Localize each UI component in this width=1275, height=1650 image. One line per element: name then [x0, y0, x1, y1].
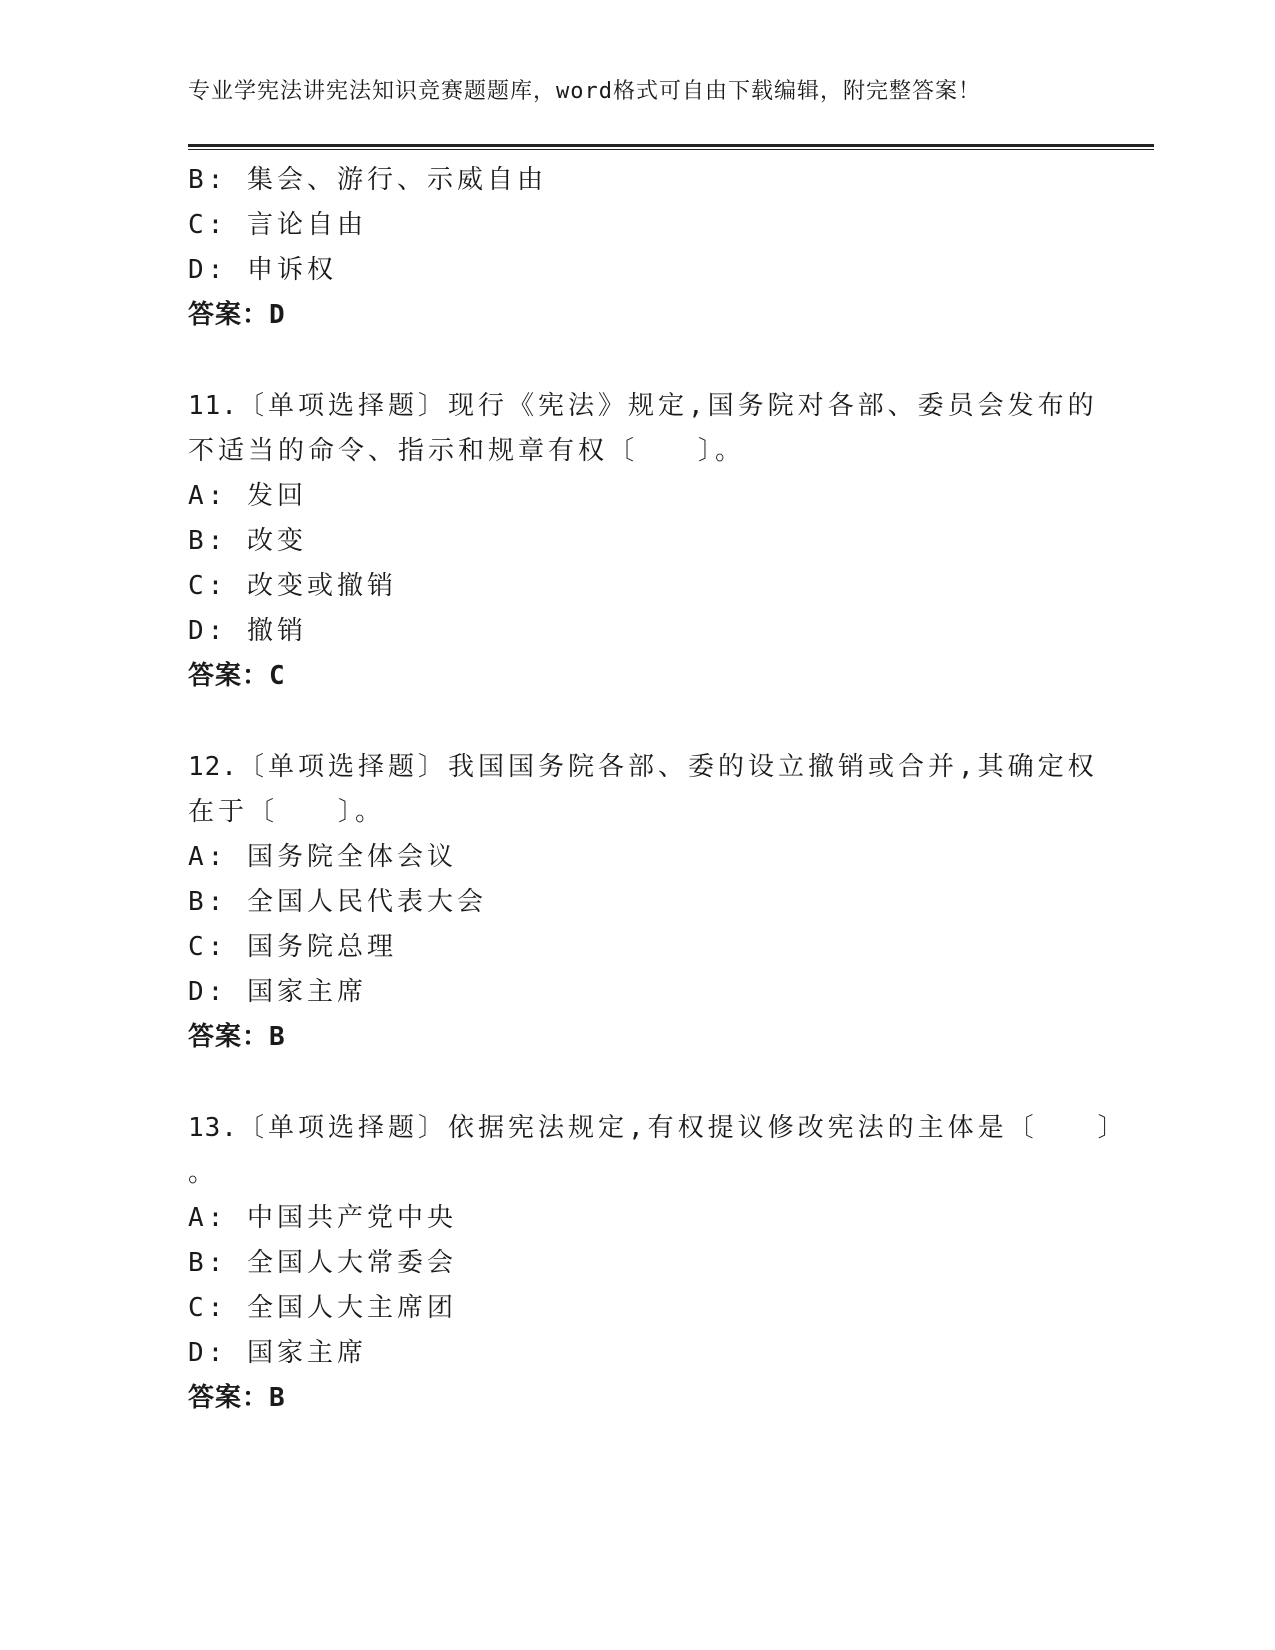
- answer-line: 答案：B: [188, 1383, 286, 1413]
- option-letter: A:: [188, 1203, 228, 1233]
- question-13: [188, 1106, 1128, 1421]
- option-text: 全国人民代表大会: [246, 887, 487, 917]
- option-text: 改变或撤销: [246, 571, 397, 601]
- option-text: 言论自由: [246, 210, 367, 240]
- answer-line: 答案：C: [188, 661, 286, 691]
- header-rule-thick: [188, 144, 1154, 147]
- option-line: [188, 609, 1068, 654]
- option-text: 国家主席: [246, 1338, 367, 1368]
- option-line: [188, 158, 1068, 203]
- option-letter: A:: [188, 481, 228, 511]
- question-number: 13.: [188, 1113, 238, 1143]
- option-text: 改变: [246, 526, 307, 556]
- option-letter: A:: [188, 842, 228, 872]
- option-line: [188, 474, 1068, 519]
- header-rule-thin: [188, 149, 1154, 150]
- option-text: 撤销: [246, 616, 307, 646]
- option-line: [188, 835, 1068, 880]
- option-line: [188, 1286, 1068, 1331]
- question-number: 11.: [188, 391, 238, 421]
- question-12: [188, 745, 1098, 1060]
- option-text: 国务院全体会议: [246, 842, 457, 872]
- option-line: [188, 880, 1068, 925]
- option-letter: D:: [188, 1338, 228, 1368]
- question-stem-line: 在于〔 〕。: [188, 797, 386, 827]
- option-line: [188, 1196, 1068, 1241]
- option-letter: C:: [188, 1293, 228, 1323]
- question-stem-text: 〔单项选择题〕现行《宪法》规定,国务院对各部、委员会发布的: [237, 391, 1098, 421]
- question-11: [188, 384, 1098, 699]
- option-letter: C:: [188, 932, 228, 962]
- answer-line: 答案：D: [188, 300, 286, 330]
- option-line: [188, 1331, 1068, 1376]
- option-letter: D:: [188, 616, 228, 646]
- option-text: 发回: [246, 481, 307, 511]
- question-stem-line: [188, 1106, 1128, 1151]
- option-letter: D:: [188, 977, 228, 1007]
- option-letter: C:: [188, 210, 228, 240]
- option-text: 国家主席: [246, 977, 367, 1007]
- option-text: 申诉权: [246, 255, 337, 285]
- question-stem-line: [188, 384, 1098, 429]
- option-line: [188, 203, 1068, 248]
- option-line: [188, 519, 1068, 564]
- answer-line: 答案：B: [188, 1022, 286, 1052]
- question-stem-line: 。: [188, 1158, 219, 1188]
- question-stem-line: [188, 745, 1098, 790]
- option-letter: D:: [188, 255, 228, 285]
- option-line: [188, 970, 1068, 1015]
- option-letter: B:: [188, 526, 228, 556]
- option-line: [188, 248, 1068, 293]
- option-line: [188, 1241, 1068, 1286]
- option-text: 中国共产党中央: [246, 1203, 457, 1233]
- question-number: 12.: [188, 752, 238, 782]
- option-letter: B:: [188, 165, 228, 195]
- question-stem-line: 不适当的命令、指示和规章有权〔 〕。: [188, 436, 746, 466]
- option-line: [188, 925, 1068, 970]
- option-text: 集会、游行、示威自由: [246, 165, 547, 195]
- option-letter: B:: [188, 1248, 228, 1278]
- option-text: 全国人大常委会: [246, 1248, 457, 1278]
- question-stem-text: 〔单项选择题〕我国国务院各部、委的设立撤销或合并,其确定权: [237, 752, 1098, 782]
- question-partial: [188, 158, 1068, 338]
- question-list: [188, 158, 1128, 1421]
- option-text: 国务院总理: [246, 932, 397, 962]
- page-header: 专业学宪法讲宪法知识竞赛题题库，word格式可自由下载编辑，附完整答案！: [188, 79, 981, 104]
- option-letter: C:: [188, 571, 228, 601]
- option-text: 全国人大主席团: [246, 1293, 457, 1323]
- question-stem-text: 〔单项选择题〕依据宪法规定,有权提议修改宪法的主体是〔 〕: [237, 1113, 1128, 1143]
- option-line: [188, 564, 1068, 609]
- option-letter: B:: [188, 887, 228, 917]
